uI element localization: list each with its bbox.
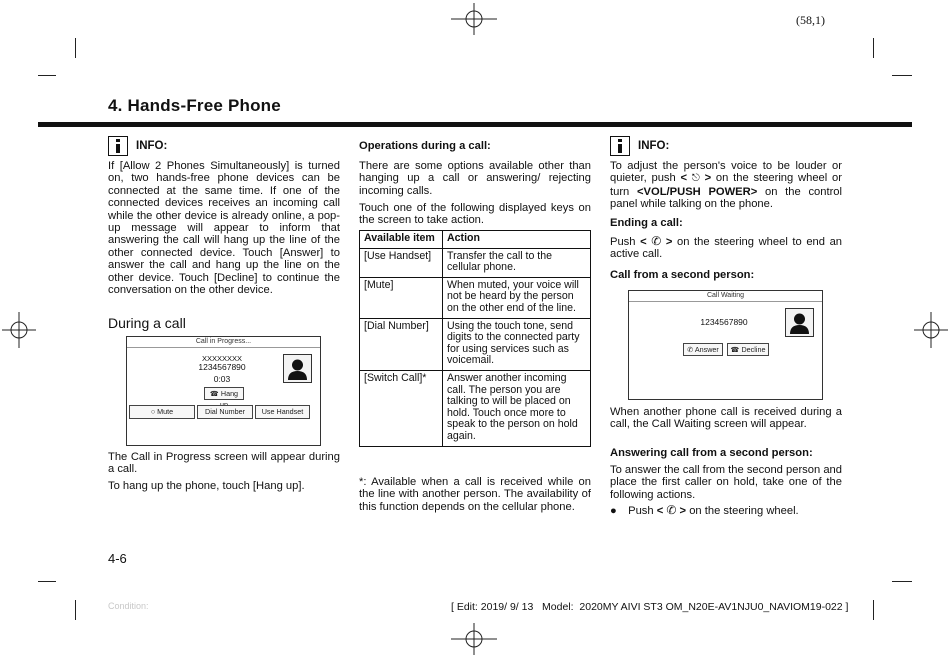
column-header: Action <box>443 231 591 249</box>
radio-indicator: ○ <box>150 407 156 416</box>
info-icon <box>108 136 128 156</box>
condition-label: Condition: <box>108 601 149 611</box>
answering-text: To answer the call from the second person and place the first caller on hold, take one of the following actions. <box>610 464 842 501</box>
registration-mark-bottom <box>451 623 497 655</box>
volume-text-c: on the control panel while talking on the phone. <box>610 185 843 211</box>
hangup-icon: ☎ <box>730 345 740 354</box>
crop-mark <box>75 600 76 620</box>
person-icon <box>786 309 813 336</box>
key-close: > <box>665 236 673 248</box>
edit-model-meta: [ Edit: 2019/ 9/ 13 Model: 2020MY AIVI ST3 OM_N20E-AV1NJU0_NAVIOM19-022 ] <box>451 601 849 613</box>
operations-intro: There are some options available other than hanging up a call or answering/ rejecting incoming calls. <box>359 160 591 197</box>
hang-up-label: Hang <box>220 389 239 398</box>
info-text: If [Allow 2 Phones Simultaneously] is turned on, two hands-free phone devices can be connected at the same time. If one of the connected devices receives an incoming call while the other device is already online, a pop-up message will appear to inform that answering the call will hang up the line of the other connected device. Touch [Answer] to answer the call and hang up the line on the other device. Touch [Decline] to continue the conversation on the other device. <box>108 160 340 297</box>
mute-button[interactable] <box>129 405 195 419</box>
screen-title: Call in Progress... <box>127 337 320 348</box>
action-cell: When muted, your voice will not be heard by the person on the other end of the line. <box>443 277 591 318</box>
call-waiting-screen <box>628 290 823 400</box>
caller-name: XXXXXXXX <box>201 354 243 363</box>
info-note <box>108 136 167 156</box>
key-close: > <box>704 172 712 185</box>
second-person-heading: Call from a second person: <box>610 269 755 281</box>
table-footnote: *: Available when a call is received while on the line with another person. The availability of this function depends on the cellular phone. <box>359 476 591 513</box>
action-cell: Transfer the call to the cellular phone. <box>443 248 591 277</box>
volume-text-a: To adjust the person's voice to be louder or quieter, push <box>610 160 842 185</box>
key-open: < <box>656 505 664 517</box>
action-cell: Answer another incoming call. The person you are talking to will be placed on hold. Touch once more to speak to the person on hold again. <box>443 370 591 446</box>
call-timer: 0:03 <box>213 374 231 384</box>
item-cell: [Dial Number] <box>360 318 443 370</box>
decline-label: Decline <box>741 345 766 354</box>
talk-icon: ⎋ <box>691 173 700 185</box>
item-cell: [Mute] <box>360 277 443 318</box>
operations-heading: Operations during a call: <box>359 140 491 152</box>
item-cell: [Switch Call]* <box>360 370 443 446</box>
use-handset-label: Use Handset <box>261 407 304 416</box>
section-title: 4. Hands-Free Phone <box>108 96 281 115</box>
registration-mark-left <box>2 312 36 348</box>
key-open: < <box>640 236 647 248</box>
ending-text-b: on the steering wheel to end an active call. <box>610 236 843 261</box>
registration-mark-top <box>451 3 497 35</box>
crop-mark <box>38 581 56 582</box>
answering-heading: Answering call from a second person: <box>610 447 813 459</box>
column-header: Available item <box>360 231 443 249</box>
item-cell: [Use Handset] <box>360 248 443 277</box>
hang-up-button[interactable] <box>204 387 244 400</box>
ending-text-a: Push <box>610 236 636 248</box>
dial-number-button[interactable] <box>197 405 253 419</box>
answer-button[interactable] <box>683 343 723 356</box>
waiting-number: 1234567890 <box>700 317 748 327</box>
crop-mark <box>38 75 56 76</box>
vol-push-power-key: <VOL/PUSH POWER> <box>637 185 758 198</box>
table-row <box>360 370 591 446</box>
page-number: 4-6 <box>108 551 127 566</box>
registration-mark-right <box>914 312 948 348</box>
caller-number: 1234567890 <box>198 362 246 372</box>
operations-table <box>359 230 591 447</box>
info-label: INFO: <box>136 140 168 152</box>
table-row <box>360 277 591 318</box>
header-rule <box>38 122 912 127</box>
crop-mark <box>892 75 912 76</box>
table-row <box>360 248 591 277</box>
ending-call-text <box>610 235 842 261</box>
action-cell: Using the touch tone, send digits to the connected party for using services such as voicemail. <box>443 318 591 370</box>
page-reference: (58,1) <box>796 13 825 27</box>
caption-call-in-progress: The Call in Progress screen will appear during a call. <box>108 451 340 476</box>
bullet-text-a: Push <box>628 505 654 517</box>
bullet-dot: ● <box>610 505 617 517</box>
answer-label: Answer <box>694 345 719 354</box>
crop-mark <box>892 581 912 582</box>
volume-text-b: on the steering wheel or turn <box>610 172 842 198</box>
phone-icon: ✆ <box>666 503 677 517</box>
operations-instruction: Touch one of the following displayed keys on the screen to take action. <box>359 202 591 227</box>
info-icon <box>610 136 630 156</box>
answer-bullet <box>610 504 842 517</box>
table-header-row <box>360 231 591 249</box>
call-waiting-caption: When another phone call is received during a call, the Call Waiting screen will appear. <box>610 406 842 431</box>
phone-icon: ✆ <box>687 345 694 354</box>
crop-mark <box>873 38 874 58</box>
call-in-progress-screen <box>126 336 321 446</box>
hangup-icon: ☎ <box>209 389 219 398</box>
during-call-heading: During a call <box>108 315 186 331</box>
use-handset-button[interactable] <box>255 405 310 419</box>
decline-button[interactable] <box>727 343 769 356</box>
key-close: > <box>679 505 687 517</box>
person-icon <box>284 355 311 382</box>
bullet-text-b: on the steering wheel. <box>689 505 799 517</box>
table-row <box>360 318 591 370</box>
caller-avatar <box>283 354 312 383</box>
caption-hang-up: To hang up the phone, touch [Hang up]. <box>108 480 305 492</box>
info-label: INFO: <box>638 140 670 152</box>
caller-avatar <box>785 308 814 337</box>
screen-title: Call Waiting <box>629 291 822 302</box>
crop-mark <box>75 38 76 58</box>
ending-call-heading: Ending a call: <box>610 217 683 229</box>
mute-label: Mute <box>157 407 174 416</box>
volume-info-text <box>610 160 842 211</box>
crop-mark <box>873 600 874 620</box>
key-open: < <box>680 172 688 185</box>
phone-icon: ✆ <box>651 234 662 248</box>
dial-number-label: Dial Number <box>205 407 245 416</box>
info-note <box>610 136 669 156</box>
